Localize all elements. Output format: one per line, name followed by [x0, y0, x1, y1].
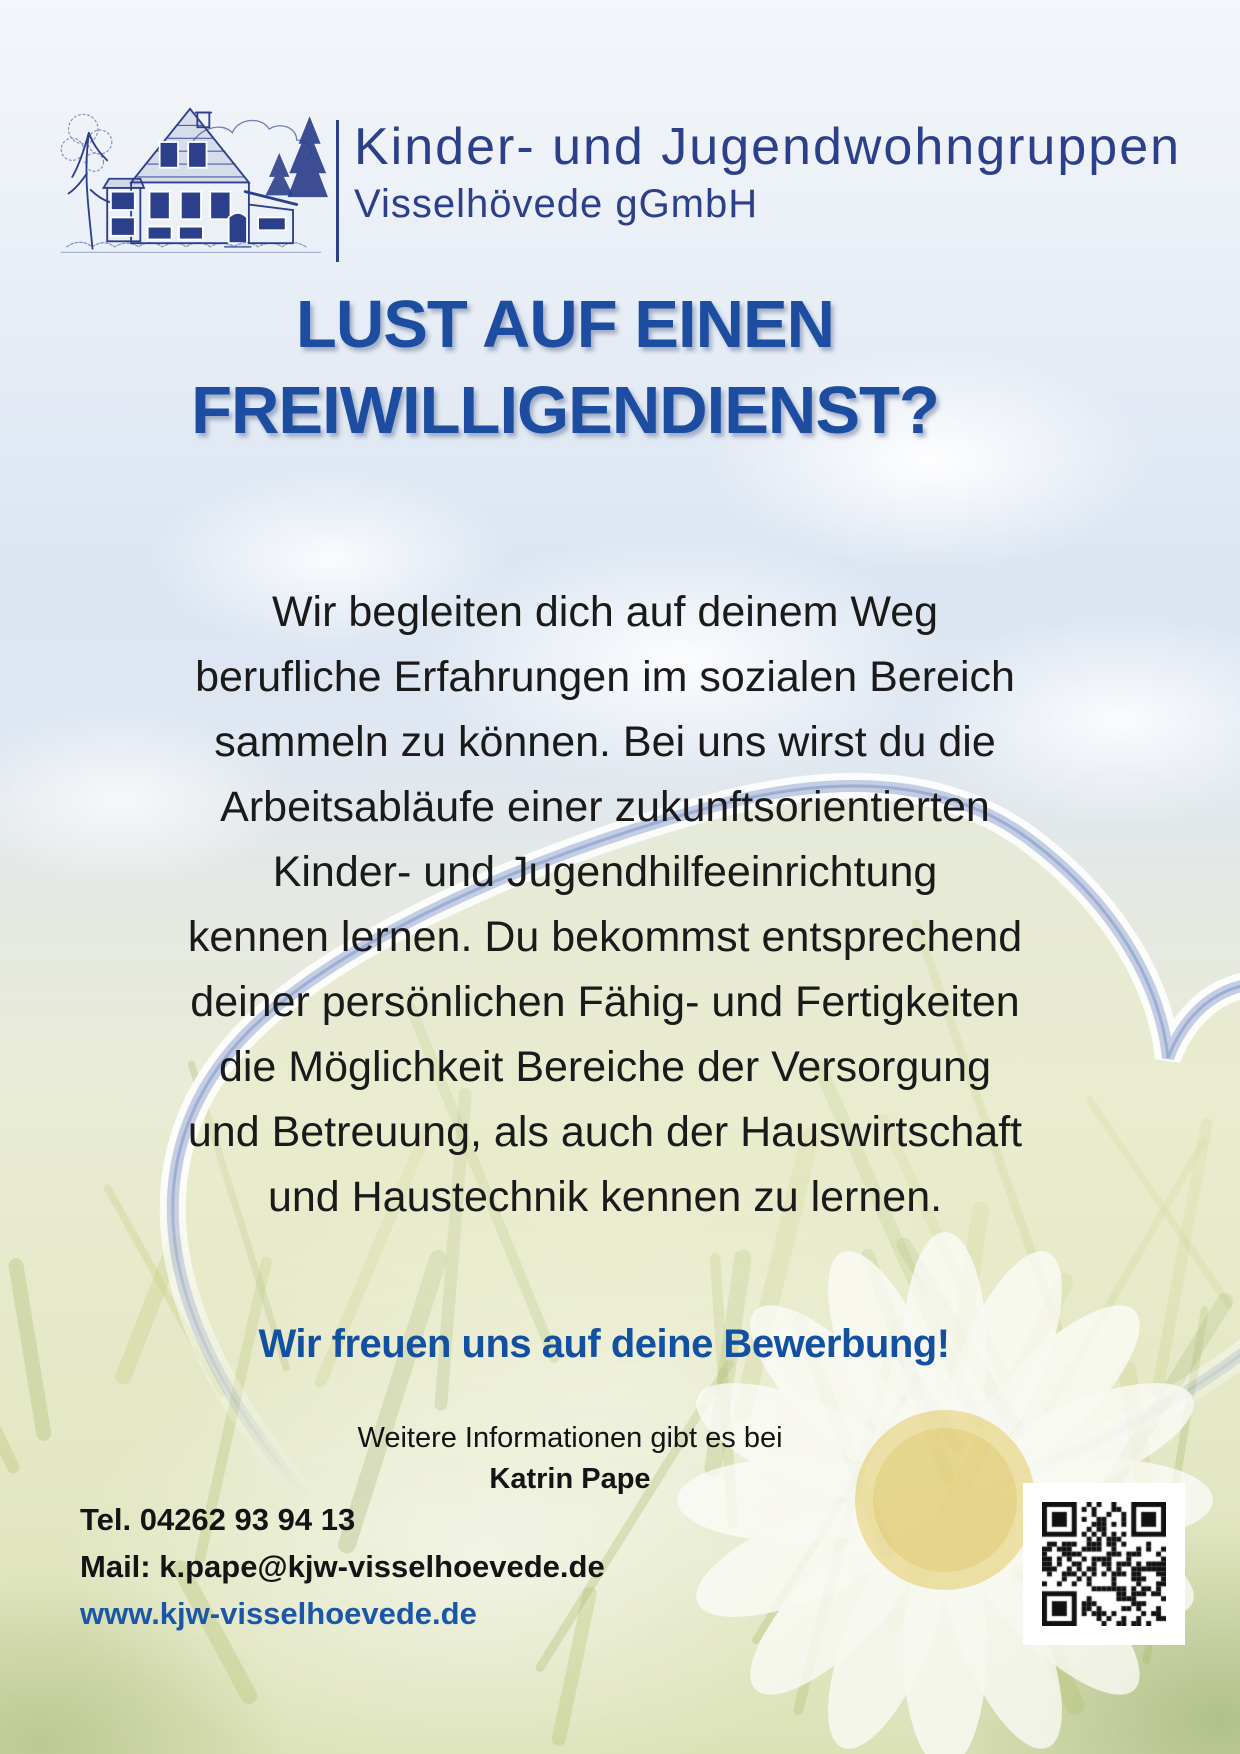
- org-name-line2: Visselhövede gGmbH: [354, 182, 759, 226]
- website-link[interactable]: www.kjw-visselhoevede.de: [80, 1596, 477, 1631]
- contact-person-name: Katrin Pape: [489, 1463, 651, 1495]
- logo-divider: [336, 120, 339, 262]
- body-line: und Betreuung, als auch der Hauswirtschaft: [187, 1108, 1023, 1156]
- body-line: und Haustechnik kennen zu lernen.: [267, 1173, 943, 1221]
- headline: [0, 282, 1130, 454]
- house-logo-icon: [52, 88, 328, 264]
- body-line: deiner persönlichen Fähig- und Fertigkeiten: [190, 978, 1020, 1026]
- body-line: die Möglichkeit Bereiche der Versorgung: [218, 1043, 992, 1091]
- org-name: [354, 114, 1181, 228]
- info-intro: Weitere Informationen gibt es bei: [357, 1422, 783, 1454]
- phone-number: Tel. 04262 93 94 13: [80, 1502, 356, 1537]
- qr-code-box: [1023, 1483, 1185, 1645]
- body-paragraph: [60, 580, 1150, 1230]
- body-line: berufliche Erfahrungen im sozialen Bereich: [195, 653, 1015, 701]
- email-address[interactable]: Mail: k.pape@kjw-visselhoevede.de: [80, 1549, 605, 1584]
- body-line: Arbeitsabläufe einer zukunftsorientierten: [220, 783, 990, 831]
- org-name-line1: Kinder- und Jugendwohngruppen: [354, 118, 1182, 176]
- cta-text: Wir freuen uns auf deine Bewerbung!: [258, 1322, 950, 1366]
- headline-line1: LUST AUF EINEN: [295, 287, 835, 362]
- body-line: Wir begleiten dich auf deinem Weg: [271, 588, 939, 636]
- body-line: Kinder- und Jugendhilfeeinrichtung: [272, 848, 938, 896]
- body-line: kennen lernen. Du bekommst entsprechend: [187, 913, 1023, 961]
- headline-line2: FREIWILLIGENDIENST?: [191, 373, 939, 448]
- body-line: sammeln zu können. Bei uns wirst du die: [214, 718, 996, 766]
- qr-code-icon: [1042, 1502, 1166, 1626]
